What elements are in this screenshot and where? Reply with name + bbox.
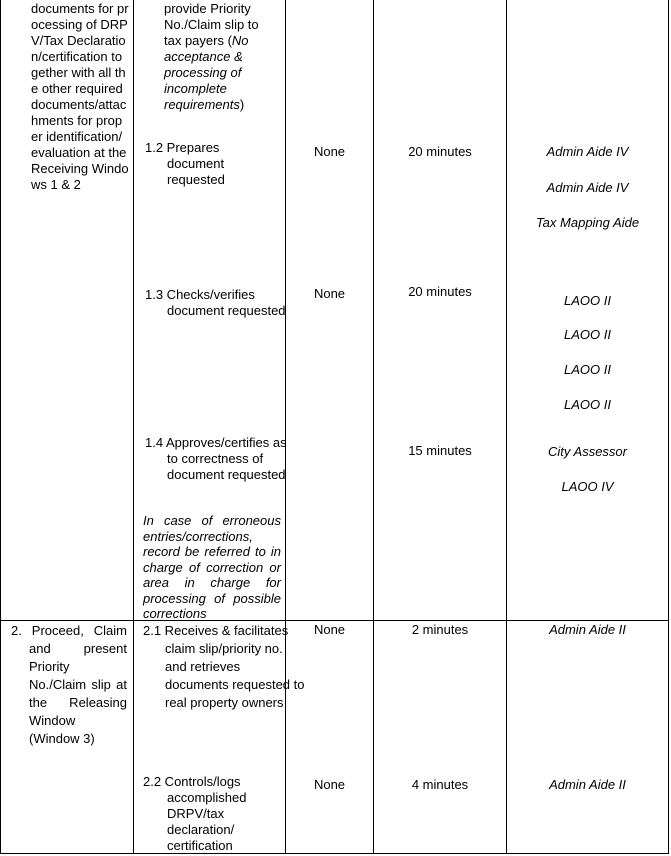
person-1-4b: LAOO IV — [561, 479, 614, 494]
person-1-2a: Admin Aide IV — [546, 144, 629, 159]
agency-action-2-2: 2.2 Controls/logs accomplished DRPV/tax declaration/ certification — [143, 774, 247, 853]
agency-action-line: No./Claim slip to — [164, 17, 259, 32]
time-1-4: 15 minutes — [408, 443, 472, 458]
agency-action-line: tax payers ( — [164, 33, 232, 48]
time-1-2: 20 minutes — [408, 144, 472, 159]
column-divider — [506, 0, 507, 854]
table-border-bottom — [0, 853, 669, 854]
table-border-left — [0, 0, 1, 854]
person-1-3c: LAOO II — [564, 362, 611, 377]
time-1-3: 20 minutes — [408, 284, 472, 299]
person-2-1: Admin Aide II — [549, 622, 626, 637]
client-step-2: 2. Proceed, Claim and present Priority No./Claim slip at the Releasing Window (Window 3) — [11, 623, 127, 746]
agency-action-2-1: 2.1 Receives & facilitates claim slip/priority no. and retrieves documents requested to real property owners — [143, 623, 305, 710]
person-1-2c: Tax Mapping Aide — [535, 215, 640, 230]
incomplete-requirements-note: No acceptance & processing of incomplete requirements — [164, 33, 249, 112]
person-2-2: Admin Aide II — [549, 777, 626, 792]
person-1-3d: LAOO II — [564, 397, 611, 412]
agency-action-1-3: 1.3 Checks/verifies document requested — [145, 287, 286, 318]
agency-action-line: provide Priority — [164, 1, 251, 16]
person-1-3b: LAOO II — [564, 327, 611, 342]
client-step-1: documents for processing of DRPV/Tax Declaration/certification together with all the other required documents/attachments for proper identification/evaluation at the Receiving Windows 1 & 2 — [31, 1, 129, 192]
fee-2-2: None — [313, 777, 346, 792]
fee-2-1: None — [313, 622, 346, 637]
column-divider — [133, 0, 134, 854]
row-divider — [0, 620, 669, 621]
closing-paren: ) — [239, 97, 245, 112]
column-divider — [373, 0, 374, 854]
fee-1-3: None — [313, 286, 346, 301]
agency-action-1-1 — [164, 1, 282, 113]
person-1-4a: City Assessor — [548, 444, 627, 459]
column-divider — [285, 0, 286, 854]
table-border-right — [668, 0, 669, 854]
time-2-2: 4 minutes — [411, 777, 469, 792]
agency-action-1-2: 1.2 Prepares document requested — [145, 140, 225, 187]
agency-action-1-4: 1.4 Approves/certifies as to correctness of document requested — [145, 435, 287, 482]
person-1-2b: Admin Aide IV — [546, 180, 629, 195]
time-2-1: 2 minutes — [411, 622, 469, 637]
person-1-3a: LAOO II — [564, 293, 611, 308]
fee-1-2: None — [313, 144, 346, 159]
correction-note: In case of erroneous entries/corrections, record be referred to in charge of correction or area in charge for processing of possible corrections — [143, 513, 281, 621]
